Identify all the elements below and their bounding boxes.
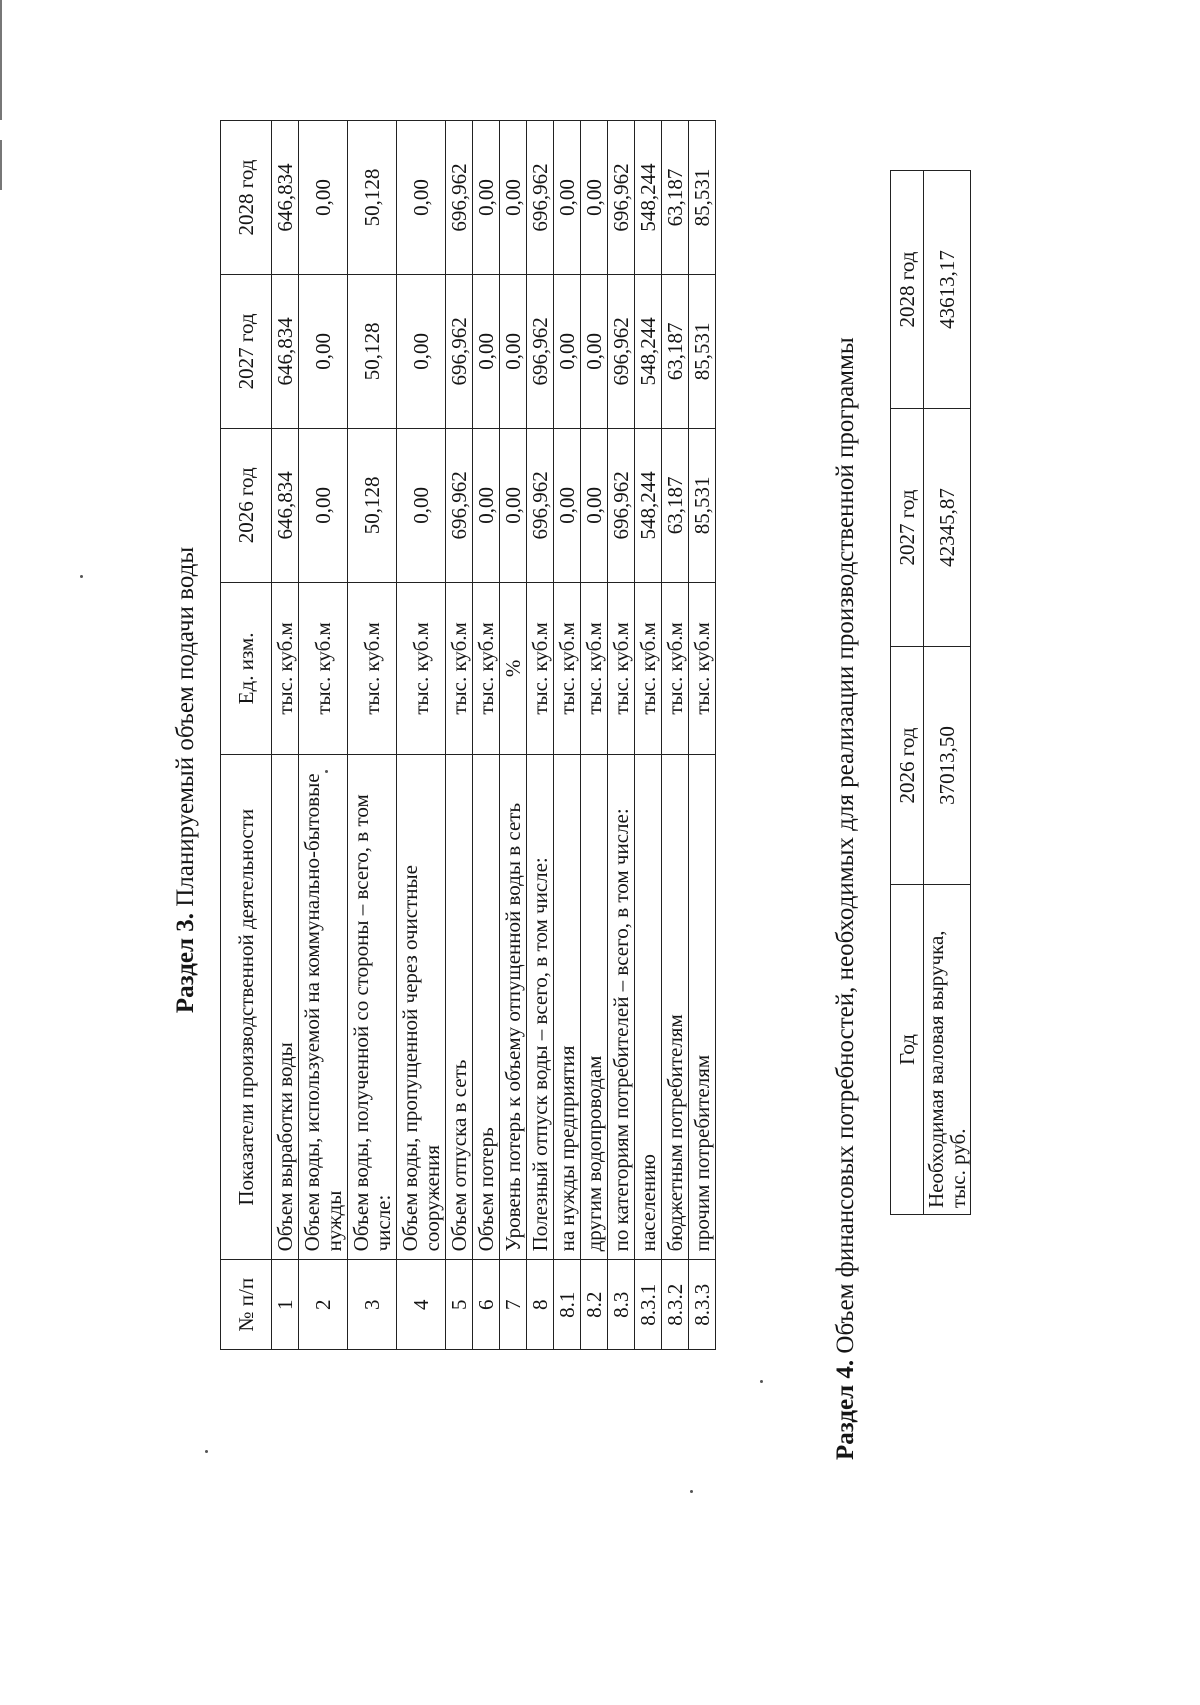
row-value-2027: 696,962 (527, 274, 554, 428)
row-number: 5 (446, 1260, 473, 1350)
scan-edge-mark (0, 0, 2, 120)
table-row (299, 121, 348, 1350)
row-value-2026: 63,187 (662, 428, 689, 582)
row-value-2027: 696,962 (446, 274, 473, 428)
row-value-2027: 0,00 (500, 274, 527, 428)
table-row (272, 121, 299, 1350)
row-value-2027: 0,00 (473, 274, 500, 428)
row-value-2028: 696,962 (527, 121, 554, 275)
table-header-row (221, 121, 272, 1350)
row-value-2026: 50,128 (348, 428, 397, 582)
table-row (635, 121, 662, 1350)
header-unit: Ед. изм. (221, 582, 272, 754)
table-header-row (891, 171, 924, 1215)
table-row (500, 121, 527, 1350)
row-value-2026: 0,00 (581, 428, 608, 582)
row-indicator: Полезный отпуск воды – всего, в том числе: (527, 755, 554, 1260)
row-value-2028: 696,962 (608, 121, 635, 275)
row-number: 4 (397, 1260, 446, 1350)
row-value-2028: 646,834 (272, 121, 299, 275)
row-value-2028: 0,00 (299, 121, 348, 275)
row-indicator: Объем отпуска в сеть (446, 755, 473, 1260)
row-unit: тыс. куб.м (608, 582, 635, 754)
header-2028: 2028 год (221, 121, 272, 275)
row-value-2027: 646,834 (272, 274, 299, 428)
row-value-2026: 696,962 (608, 428, 635, 582)
water-supply-table (220, 120, 716, 1350)
table-row (554, 121, 581, 1350)
row-indicator: Уровень потерь к объему отпущенной воды в сеть (500, 755, 527, 1260)
header-2027: 2027 год (221, 274, 272, 428)
row-indicator: Объем выработки воды (272, 755, 299, 1260)
row-unit: % (500, 582, 527, 754)
row-value-2028: 63,187 (662, 121, 689, 275)
row-unit: тыс. куб.м (689, 582, 716, 754)
row-number: 8.2 (581, 1260, 608, 1350)
row-number: 1 (272, 1260, 299, 1350)
row-indicator: по категориям потребителей – всего, в том числе: (608, 755, 635, 1260)
table-row (924, 171, 971, 1215)
row-indicator: прочим потребителям (689, 755, 716, 1260)
table-row (689, 121, 716, 1350)
row-indicator: Объем воды, используемой на коммунально-бытовые нужды (299, 755, 348, 1260)
revenue-label: Необходимая валовая выручка, тыс. руб. (924, 885, 971, 1215)
row-number: 8 (527, 1260, 554, 1350)
row-value-2026: 0,00 (397, 428, 446, 582)
scan-edge-mark (0, 140, 2, 190)
row-unit: тыс. куб.м (554, 582, 581, 754)
row-value-2028: 696,962 (446, 121, 473, 275)
row-value-2028: 0,00 (500, 121, 527, 275)
row-number: 2 (299, 1260, 348, 1350)
header-2028: 2028 год (891, 171, 924, 409)
section-4-title-bold: Раздел 4. (832, 1359, 859, 1460)
header-2026: 2026 год (891, 647, 924, 885)
table-row (608, 121, 635, 1350)
row-value-2028: 0,00 (581, 121, 608, 275)
row-unit: тыс. куб.м (397, 582, 446, 754)
revenue-2026: 37013,50 (924, 647, 971, 885)
row-number: 8.1 (554, 1260, 581, 1350)
row-value-2027: 0,00 (581, 274, 608, 428)
row-value-2026: 85,531 (689, 428, 716, 582)
row-value-2026: 0,00 (554, 428, 581, 582)
row-value-2026: 548,244 (635, 428, 662, 582)
row-unit: тыс. куб.м (527, 582, 554, 754)
revenue-2028: 43613,17 (924, 171, 971, 409)
row-value-2027: 50,128 (348, 274, 397, 428)
table-row (527, 121, 554, 1350)
row-value-2028: 0,00 (554, 121, 581, 275)
row-value-2028: 0,00 (473, 121, 500, 275)
row-indicator: Объем воды, пропущенной через очистные сооружения (397, 755, 446, 1260)
row-number: 8.3.1 (635, 1260, 662, 1350)
table-row (446, 121, 473, 1350)
row-number: 7 (500, 1260, 527, 1350)
financial-needs-table (890, 170, 971, 1215)
row-unit: тыс. куб.м (348, 582, 397, 754)
row-indicator: населению (635, 755, 662, 1260)
header-indicator: Показатели производственной деятельности (221, 755, 272, 1260)
row-value-2026: 0,00 (500, 428, 527, 582)
row-unit: тыс. куб.м (581, 582, 608, 754)
row-indicator: на нужды предприятия (554, 755, 581, 1260)
row-value-2026: 696,962 (446, 428, 473, 582)
row-value-2027: 696,962 (608, 274, 635, 428)
header-year: Год (891, 885, 924, 1215)
row-value-2028: 548,244 (635, 121, 662, 275)
section-4-title (832, 60, 860, 1460)
table-row (662, 121, 689, 1350)
row-value-2028: 0,00 (397, 121, 446, 275)
row-unit: тыс. куб.м (272, 582, 299, 754)
row-unit: тыс. куб.м (662, 582, 689, 754)
section-3-title-text: Планируемый объем подачи воды (172, 546, 199, 913)
row-value-2027: 548,244 (635, 274, 662, 428)
row-value-2027: 85,531 (689, 274, 716, 428)
header-no: № п/п (221, 1260, 272, 1350)
row-indicator: Объем потерь (473, 755, 500, 1260)
table-row (397, 121, 446, 1350)
table-row (348, 121, 397, 1350)
header-2027: 2027 год (891, 409, 924, 647)
row-value-2027: 0,00 (299, 274, 348, 428)
header-2026: 2026 год (221, 428, 272, 582)
row-value-2026: 646,834 (272, 428, 299, 582)
row-indicator: бюджетным потребителям (662, 755, 689, 1260)
row-value-2028: 50,128 (348, 121, 397, 275)
table-row (473, 121, 500, 1350)
row-unit: тыс. куб.м (635, 582, 662, 754)
revenue-2027: 42345,87 (924, 409, 971, 647)
row-number: 8.3.2 (662, 1260, 689, 1350)
section-3-title-bold: Раздел 3. (172, 913, 199, 1014)
row-number: 8.3 (608, 1260, 635, 1350)
row-unit: тыс. куб.м (446, 582, 473, 754)
row-value-2026: 0,00 (473, 428, 500, 582)
row-indicator: другим водопроводам (581, 755, 608, 1260)
section-4-title-text: Объем финансовых потребностей, необходимых для реализации производственной программы (832, 337, 859, 1360)
row-value-2027: 0,00 (397, 274, 446, 428)
row-number: 3 (348, 1260, 397, 1350)
row-value-2026: 0,00 (299, 428, 348, 582)
row-value-2028: 85,531 (689, 121, 716, 275)
table-row (581, 121, 608, 1350)
row-value-2027: 63,187 (662, 274, 689, 428)
row-indicator: Объем воды, полученной со стороны – всего, в том числе: (348, 755, 397, 1260)
row-value-2027: 0,00 (554, 274, 581, 428)
row-number: 6 (473, 1260, 500, 1350)
row-unit: тыс. куб.м (299, 582, 348, 754)
row-number: 8.3.3 (689, 1260, 716, 1350)
rotated-page-content (80, 0, 1120, 1560)
row-value-2026: 696,962 (527, 428, 554, 582)
section-3-title (172, 0, 200, 1560)
row-unit: тыс. куб.м (473, 582, 500, 754)
